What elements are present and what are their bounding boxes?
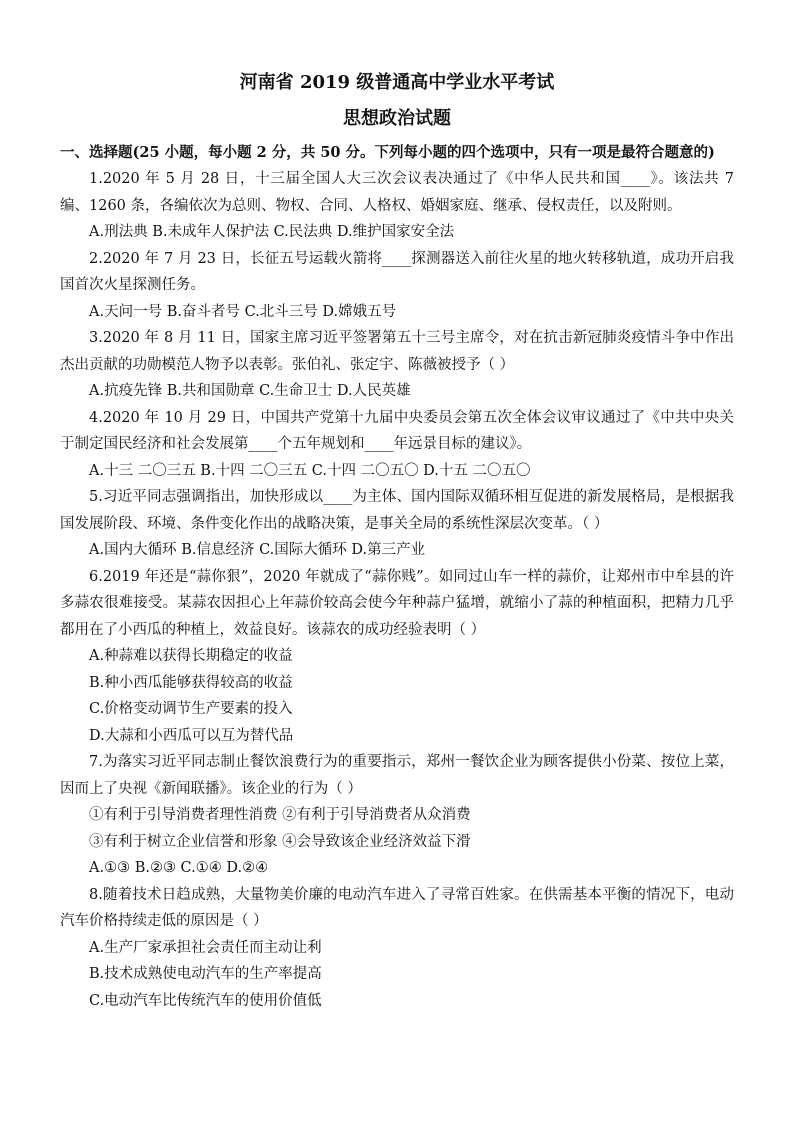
- question-stem: 4.2020 年 10 月 29 日，中国共产党第十九届中央委员会第五次全体会议审议通过了《中共中央关于制定国民经济和社会发展第____个五年规划和____年远景目标的建议》。: [60, 409, 734, 452]
- statement-line-1: ①有利于引导消费者理性消费 ②有利于引导消费者从众消费: [89, 807, 471, 823]
- question-7: [60, 749, 734, 882]
- question-options: A.①③ B.②③ C.①④ D.②④: [89, 860, 269, 876]
- question-stem: 2.2020 年 7 月 23 日，长征五号运载火箭将____探测器送入前往火星的地火转移轨道，成功开启我国首次火星探测任务。: [60, 250, 734, 293]
- option-b: B.技术成熟使电动汽车的生产率提高: [89, 966, 322, 982]
- question-4: [60, 405, 734, 485]
- question-8: [60, 882, 734, 1015]
- section-heading: 一、选择题(25 小题，每小题 2 分，共 50 分。下列每小题的四个选项中，只有一项是最符合题意的): [60, 144, 715, 161]
- question-options: A.天问一号 B.奋斗者号 C.北斗三号 D.嫦娥五号: [89, 303, 397, 320]
- question-stem: 5.习近平同志强调指出，加快形成以____为主体、国内国际双循环相互促进的新发展格局，是根据我国发展阶段、环境、条件变化作出的战略决策，是事关全局的系统性深层次变革。（ ）: [60, 489, 734, 532]
- question-stem: 1.2020 年 5 月 28 日，十三届全国人大三次会议表决通过了《中华人民共和国____》。该法共 7 编、1260 条，各编依次为总则、物权、合同、人格权、婚姻家庭、继承、侵权责任，以及附则。: [60, 171, 734, 214]
- exam-subtitle: 思想政治试题: [343, 108, 451, 129]
- exam-title: 河南省 2019 级普通高中学业水平考试: [239, 72, 555, 93]
- question-options: A.刑法典 B.未成年人保护法 C.民法典 D.维护国家安全法: [89, 224, 455, 240]
- option-c: C.价格变动调节生产要素的投入: [89, 701, 293, 717]
- question-1: [60, 166, 734, 246]
- statement-line-2: ③有利于树立企业信誉和形象 ④会导致该企业经济效益下滑: [89, 833, 471, 850]
- question-stem: 3.2020 年 8 月 11 日，国家主席习近平签署第五十三号主席令，对在抗击新冠肺炎疫情斗争中作出杰出贡献的功勋模范人物予以表彰。张伯礼、张定宇、陈薇被授予（ ）: [60, 330, 734, 373]
- question-options: A.十三 二〇三五 B.十四 二〇三五 C.十四 二〇五〇 D.十五 二〇五〇: [89, 462, 531, 479]
- question-2: [60, 246, 734, 326]
- option-a: A.生产厂家承担社会责任而主动让利: [89, 939, 322, 956]
- option-a: A.种蒜难以获得长期稳定的收益: [89, 648, 293, 664]
- question-stem: 8.随着技术日趋成熟，大量物美价廉的电动汽车进入了寻常百姓家。在供需基本平衡的情况下，电动汽车价格持续走低的原因是（ ）: [60, 886, 734, 929]
- question-stem: 7.为落实习近平同志制止餐饮浪费行为的重要指示，郑州一餐饮企业为顾客提供小份菜、按位上菜，因而上了央视《新闻联播》。该企业的行为（ ）: [60, 754, 734, 797]
- question-stem: 6.2019 年还是“蒜你狠”，2020 年就成了“蒜你贱”。如同过山车一样的蒜价，让郑州市中牟县的许多蒜农很难接受。某蒜农因担心上年蒜价较高会使今年种蒜户猛增，就缩小了蒜的种植面积，把精力几乎都用在了小西瓜的种植上，效益良好。该蒜农的成功经验表明（ ）: [60, 568, 734, 638]
- option-b: B.种小西瓜能够获得较高的收益: [89, 674, 293, 691]
- question-options: A.抗疫先锋 B.共和国勋章 C.生命卫士 D.人民英雄: [89, 383, 411, 399]
- option-d: D.大蒜和小西瓜可以互为替代品: [89, 727, 294, 744]
- question-3: [60, 325, 734, 405]
- question-5: [60, 484, 734, 564]
- option-c: C.电动汽车比传统汽车的使用价值低: [89, 992, 322, 1009]
- question-6: [60, 564, 734, 750]
- question-options: A.国内大循环 B.信息经济 C.国际大循环 D.第三产业: [89, 542, 426, 558]
